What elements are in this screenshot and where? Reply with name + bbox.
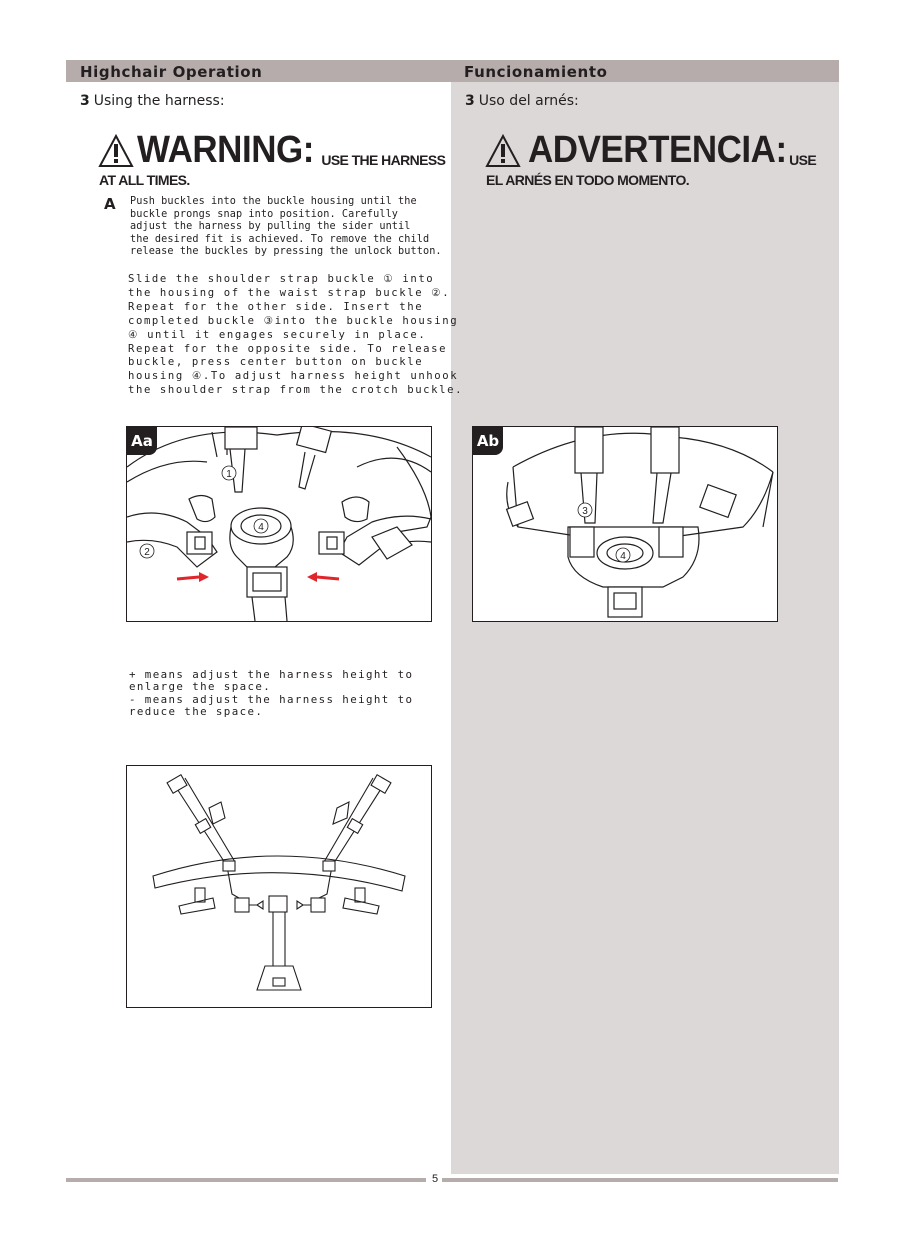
push-arrow-right-icon	[177, 572, 209, 582]
warning-title-en: WARNING:	[137, 129, 314, 171]
figure-harness-adjustment	[126, 765, 432, 1008]
header-title-right: Funcionamiento	[464, 63, 608, 81]
footer-rule-right	[442, 1178, 838, 1182]
warning-title-es: ADVERTENCIA:	[528, 129, 787, 171]
warning-en	[98, 129, 446, 171]
instruction-paragraph-2: Slide the shoulder strap buckle ① into the housing of the waist strap buckle ②. Repeat for the other side. Insert the completed buckle ③into the buckle housing ④ until it engages securely in place. Repeat for the opposite side. To release buckle, press center button on buckle housing ④.To adjust harness height unhook the shoulder strap from the crotch buckle.	[128, 273, 464, 397]
warning-text-es-2: EL ARNÉS EN TODO MOMENTO.	[486, 172, 690, 188]
section-title-es: Uso del arnés:	[478, 93, 579, 109]
section-number-es: 3	[465, 93, 475, 109]
footer-rule-left	[66, 1178, 426, 1182]
section-heading-es	[465, 93, 579, 109]
warning-triangle-icon	[98, 134, 134, 168]
callout-2: 2	[144, 547, 150, 558]
figure-aa	[126, 426, 432, 622]
header-title-left: Highchair Operation	[80, 63, 263, 81]
callout-4: 4	[258, 522, 264, 533]
figure-ab	[472, 426, 778, 622]
step-letter-a: A	[104, 195, 116, 213]
callout-4: 4	[620, 551, 626, 562]
section-title-en: Using the harness:	[93, 93, 225, 109]
harness-strap-diagram	[127, 766, 431, 1007]
figure-label-ab: Ab	[473, 427, 503, 455]
warning-es	[485, 129, 817, 171]
harness-buckle-illustration-aa	[127, 427, 431, 621]
page-number: 5	[431, 1173, 439, 1185]
instruction-paragraph-1: Push buckles into the buckle housing until the buckle prongs snap into position. Carefully adjust the harness by pulling the sider until the desired fit is achieved. To remove the child release the buckles by pressing the unlock button.	[130, 196, 442, 258]
instruction-paragraph-3: + means adjust the harness height to enlarge the space. - means adjust the harness height to reduce the space.	[129, 668, 414, 719]
spanish-column-panel	[451, 82, 839, 1174]
warning-text-en-1: USE THE HARNESS	[321, 152, 446, 168]
warning-text-es-1: USE	[789, 152, 817, 168]
push-arrow-left-icon	[307, 572, 339, 582]
section-heading-en	[80, 93, 225, 109]
section-number-en: 3	[80, 93, 90, 109]
warning-triangle-icon	[485, 134, 521, 168]
callout-1: 1	[226, 469, 232, 480]
warning-text-en-2: AT ALL TIMES.	[99, 172, 190, 188]
figure-label-aa: Aa	[127, 427, 157, 455]
harness-buckle-illustration-ab	[473, 427, 777, 621]
callout-3: 3	[582, 506, 588, 517]
